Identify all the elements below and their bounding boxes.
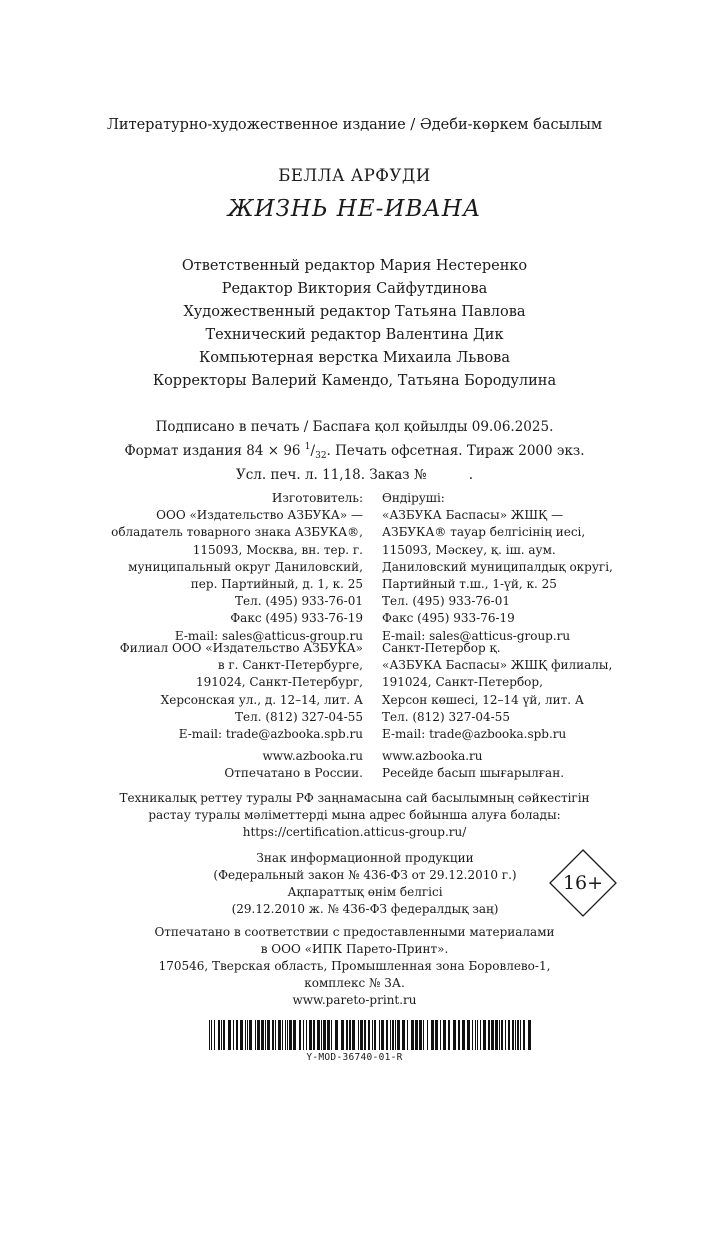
credit-line: Редактор Виктория Сайфутдинова bbox=[221, 281, 488, 297]
order-suffix: . bbox=[468, 467, 474, 483]
manufacturer-ru-line: Тел. (495) 933-76-01 bbox=[235, 594, 363, 609]
age-rating-badge bbox=[548, 848, 618, 918]
branch-ru-line: в г. Санкт-Петербурге, bbox=[217, 658, 363, 673]
order-prefix: Усл. печ. л. 11,18. Заказ № bbox=[235, 467, 427, 483]
printer-line: Отпечатано в соответствии с предоставленными материалами bbox=[154, 925, 555, 939]
certification-line: растау туралы мәліметтерді мына адрес бойынша алуға болады: bbox=[148, 808, 561, 822]
certification-line: Техникалық реттеу туралы РФ заңнамасына сай басылымның сәйкестігін bbox=[119, 791, 590, 805]
author-name: БЕЛЛА АРФУДИ bbox=[278, 166, 431, 185]
credit-line: Корректоры Валерий Камендо, Татьяна Бородулина bbox=[152, 373, 557, 389]
manufacturer-kz-line: Даниловский муниципалдық округі, bbox=[382, 559, 613, 574]
manufacturer-ru-line: ООО «Издательство АЗБУКА» — bbox=[156, 508, 363, 523]
manufacturer-kz-line: 115093, Мәскеу, қ. іш. аум. bbox=[382, 542, 556, 557]
manufacturer-kz bbox=[382, 490, 613, 645]
printer-url: www.pareto-print.ru bbox=[292, 993, 417, 1007]
info-sign-line: (29.12.2010 ж. № 436-ФЗ федералдық заң) bbox=[231, 902, 499, 916]
branch-kz-line: Тел. (812) 327-04-55 bbox=[382, 709, 510, 724]
manufacturer-ru-line: пер. Партийный, д. 1, к. 25 bbox=[190, 577, 363, 592]
manufacturer-ru-line: обладатель товарного знака АЗБУКА®, bbox=[111, 525, 363, 540]
branch-kz bbox=[382, 640, 612, 743]
format-prefix: Формат издания 84 × 96 bbox=[124, 442, 305, 459]
info-sign-line: Ақпараттық өнім белгісі bbox=[287, 885, 443, 899]
info-sign-line: (Федеральный закон № 436-ФЗ от 29.12.2010 г.) bbox=[213, 868, 517, 882]
printer-block bbox=[0, 924, 709, 1009]
printer-line: в ООО «ИПК Парето-Принт». bbox=[260, 942, 449, 956]
credit-line: Ответственный редактор Мария Нестеренко bbox=[181, 258, 528, 274]
credit-line: Технический редактор Валентина Дик bbox=[205, 327, 504, 343]
manufacturer-kz-line: АЗБУКА® тауар белгісінің иесі, bbox=[382, 525, 586, 540]
manufacturer-ru-line: муниципальный округ Даниловский, bbox=[128, 559, 363, 574]
book-title: ЖИЗНЬ НЕ-ИВАНА bbox=[227, 196, 482, 222]
manufacturer-kz-line: Өндіруші: bbox=[382, 491, 445, 505]
branch-kz-line: «АЗБУКА Баспасы» ЖШҚ филиалы, bbox=[382, 658, 613, 673]
barcode-text: Y-MOD-36740-01-R bbox=[306, 1052, 403, 1063]
web-ru-line: Отпечатано в России. bbox=[224, 766, 363, 781]
web-kz-line: Ресейде басып шығарылған. bbox=[382, 766, 565, 781]
format-denominator: 32 bbox=[315, 450, 327, 461]
web-ru-line: www.azbooka.ru bbox=[262, 749, 363, 763]
info-sign-line: Знак информационной продукции bbox=[256, 851, 474, 865]
web-kz bbox=[382, 748, 564, 782]
branch-ru-line: Тел. (812) 327-04-55 bbox=[235, 709, 363, 724]
genre-line: Литературно-художественное издание / Әдеби-көркем басылым bbox=[106, 117, 603, 133]
manufacturer-kz-line: Партийный т.ш., 1-үй, к. 25 bbox=[382, 577, 557, 592]
branch-kz-line: E-mail: trade@azbooka.spb.ru bbox=[382, 727, 567, 742]
branch-ru-line: Херсонская ул., д. 12–14, лит. А bbox=[160, 692, 363, 707]
manufacturer-ru bbox=[111, 490, 363, 645]
manufacturer-ru-line: Факс (495) 933-76-19 bbox=[230, 611, 363, 626]
branch-kz-line: 191024, Санкт-Петербор, bbox=[382, 675, 543, 690]
branch-ru bbox=[120, 640, 363, 743]
web-kz-line: www.azbooka.ru bbox=[382, 749, 483, 763]
branch-ru-line: 191024, Санкт-Петербург, bbox=[195, 675, 363, 690]
manufacturer-kz-line: «АЗБУКА Баспасы» ЖШҚ — bbox=[382, 508, 564, 523]
web-ru bbox=[224, 748, 363, 782]
manufacturer-ru-line: E-mail: sales@atticus-group.ru bbox=[174, 628, 363, 643]
signed-line: Подписано в печать / Баспаға қол қойылды 09.06.2025. bbox=[155, 419, 554, 435]
credit-line: Художественный редактор Татьяна Павлова bbox=[183, 304, 526, 320]
info-sign-block bbox=[210, 850, 520, 918]
manufacturer-kz-line: Факс (495) 933-76-19 bbox=[382, 611, 515, 626]
format-numerator: 1 bbox=[304, 441, 311, 452]
branch-kz-line: Херсон көшесі, 12–14 үй, лит. А bbox=[382, 692, 584, 707]
manufacturer-kz-line: Тел. (495) 933-76-01 bbox=[382, 594, 510, 609]
branch-kz-line: Санкт-Петербор қ. bbox=[382, 641, 501, 655]
credits-block bbox=[0, 255, 709, 393]
certification-block bbox=[0, 790, 709, 841]
certification-url: https://certification.atticus-group.ru/ bbox=[242, 825, 467, 839]
barcode-image bbox=[209, 1020, 534, 1050]
branch-ru-line: E-mail: trade@azbooka.spb.ru bbox=[178, 727, 363, 742]
print-info bbox=[0, 418, 709, 486]
order-line bbox=[0, 466, 709, 486]
manufacturer-kz-line: E-mail: sales@atticus-group.ru bbox=[382, 628, 571, 643]
format-slash: / bbox=[310, 442, 316, 459]
printer-line: 170546, Тверская область, Промышленная зона Боровлево-1, bbox=[158, 959, 551, 973]
age-rating-label: 16+ bbox=[562, 872, 604, 894]
printer-line: комплекс № 3А. bbox=[304, 976, 405, 990]
branch-ru-line: Филиал ООО «Издательство АЗБУКА» bbox=[119, 641, 363, 655]
barcode-icon bbox=[209, 1020, 534, 1050]
format-suffix: . Печать офсетная. Тираж 2000 экз. bbox=[326, 442, 585, 459]
manufacturer-ru-line: Изготовитель: bbox=[271, 491, 363, 505]
manufacturer-ru-line: 115093, Москва, вн. тер. г. bbox=[192, 542, 363, 557]
format-line bbox=[0, 438, 709, 467]
credit-line: Компьютерная верстка Михаила Львова bbox=[198, 350, 510, 366]
